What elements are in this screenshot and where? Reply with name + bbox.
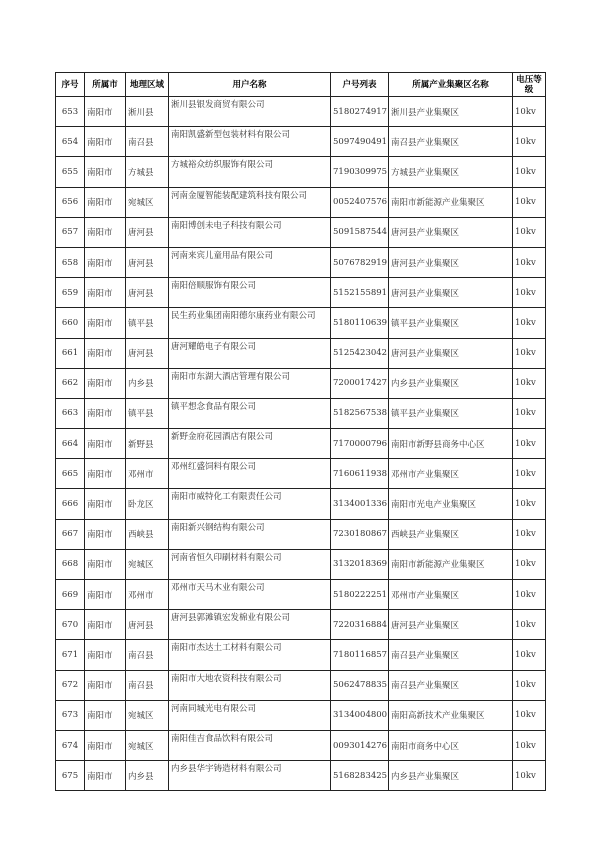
row-cluster: 唐河县产业集聚区 [389, 610, 513, 640]
row-user-name: 镇平想念食品有限公司 [169, 398, 331, 428]
row-index: 663 [56, 398, 85, 428]
row-account: 7190309975 [331, 157, 389, 187]
row-cluster: 唐河县产业集聚区 [389, 247, 513, 277]
row-user-name: 河南省恒久印刷材料有限公司 [169, 549, 331, 579]
table-row [56, 640, 546, 670]
row-city: 南阳市 [85, 730, 126, 760]
row-city: 南阳市 [85, 761, 126, 791]
row-region: 唐河县 [126, 338, 169, 368]
row-account: 7160611938 [331, 459, 389, 489]
row-region: 西峡县 [126, 519, 169, 549]
header-index: 序号 [56, 73, 85, 97]
row-city: 南阳市 [85, 700, 126, 730]
row-account: 7170000796 [331, 429, 389, 459]
row-region: 宛城区 [126, 730, 169, 760]
row-cluster: 南阳市新野县商务中心区 [389, 429, 513, 459]
row-user-name: 河南金厦智能装配建筑科技有限公司 [169, 187, 331, 217]
row-voltage: 10kv [513, 549, 546, 579]
row-city: 南阳市 [85, 338, 126, 368]
row-city: 南阳市 [85, 278, 126, 308]
table-row [56, 308, 546, 338]
row-user-name: 邓州市天马木业有限公司 [169, 580, 331, 610]
row-voltage: 10kv [513, 368, 546, 398]
header-cluster: 所属产业集聚区名称 [389, 73, 513, 97]
row-city: 南阳市 [85, 368, 126, 398]
table-row [56, 187, 546, 217]
row-cluster: 南阳市光电产业集聚区 [389, 489, 513, 519]
row-voltage: 10kv [513, 217, 546, 247]
table-row [56, 670, 546, 700]
row-region: 宛城区 [126, 549, 169, 579]
table-row [56, 217, 546, 247]
row-user-name: 南阳凯盛新型包装材料有限公司 [169, 127, 331, 157]
row-voltage: 10kv [513, 308, 546, 338]
row-user-name: 邓州红盛饲料有限公司 [169, 459, 331, 489]
row-account: 5125423042 [331, 338, 389, 368]
row-account: 5152155891 [331, 278, 389, 308]
row-city: 南阳市 [85, 247, 126, 277]
row-cluster: 邓州市产业集聚区 [389, 580, 513, 610]
row-cluster: 唐河县产业集聚区 [389, 338, 513, 368]
row-user-name: 新野金府花园酒店有限公司 [169, 429, 331, 459]
row-region: 南召县 [126, 127, 169, 157]
table-row [56, 247, 546, 277]
table-row [56, 368, 546, 398]
row-city: 南阳市 [85, 429, 126, 459]
row-user-name: 淅川县银发商贸有限公司 [169, 97, 331, 127]
row-index: 654 [56, 127, 85, 157]
row-index: 667 [56, 519, 85, 549]
table-row [56, 580, 546, 610]
row-account: 7220316884 [331, 610, 389, 640]
row-index: 660 [56, 308, 85, 338]
row-region: 方城县 [126, 157, 169, 187]
row-cluster: 南阳市新能源产业集聚区 [389, 549, 513, 579]
row-voltage: 10kv [513, 278, 546, 308]
row-voltage: 10kv [513, 459, 546, 489]
row-city: 南阳市 [85, 217, 126, 247]
row-index: 659 [56, 278, 85, 308]
header-voltage: 电压等级 [513, 73, 546, 97]
row-index: 669 [56, 580, 85, 610]
row-index: 656 [56, 187, 85, 217]
row-cluster: 内乡县产业集聚区 [389, 761, 513, 791]
row-voltage: 10kv [513, 700, 546, 730]
row-voltage: 10kv [513, 97, 546, 127]
row-account: 5180274917 [331, 97, 389, 127]
row-account: 5180110639 [331, 308, 389, 338]
row-user-name: 南阳市杰达土工材料有限公司 [169, 640, 331, 670]
table-row [56, 429, 546, 459]
row-index: 673 [56, 700, 85, 730]
row-account: 5168283425 [331, 761, 389, 791]
row-city: 南阳市 [85, 308, 126, 338]
row-region: 南召县 [126, 640, 169, 670]
table-row [56, 489, 546, 519]
row-index: 657 [56, 217, 85, 247]
row-voltage: 10kv [513, 640, 546, 670]
row-account: 5180222251 [331, 580, 389, 610]
row-city: 南阳市 [85, 97, 126, 127]
row-user-name: 唐河县郭滩镇宏发棉业有限公司 [169, 610, 331, 640]
row-index: 658 [56, 247, 85, 277]
row-index: 665 [56, 459, 85, 489]
row-region: 宛城区 [126, 700, 169, 730]
row-region: 内乡县 [126, 761, 169, 791]
table-row [56, 97, 546, 127]
row-cluster: 内乡县产业集聚区 [389, 368, 513, 398]
row-city: 南阳市 [85, 580, 126, 610]
table-row [56, 157, 546, 187]
row-cluster: 南阳市新能源产业集聚区 [389, 187, 513, 217]
table-row [56, 730, 546, 760]
row-voltage: 10kv [513, 519, 546, 549]
row-index: 671 [56, 640, 85, 670]
row-voltage: 10kv [513, 580, 546, 610]
row-city: 南阳市 [85, 127, 126, 157]
row-account: 5182567538 [331, 398, 389, 428]
row-user-name: 方城裕众纺织服饰有限公司 [169, 157, 331, 187]
row-region: 邓州市 [126, 459, 169, 489]
row-account: 5091587544 [331, 217, 389, 247]
table-row [56, 610, 546, 640]
header-region: 地理区域 [126, 73, 169, 97]
row-user-name: 南阳市东湖大酒店管理有限公司 [169, 368, 331, 398]
row-voltage: 10kv [513, 670, 546, 700]
row-cluster: 西峡县产业集聚区 [389, 519, 513, 549]
row-account: 3134001336 [331, 489, 389, 519]
table-row [56, 127, 546, 157]
row-region: 新野县 [126, 429, 169, 459]
row-index: 653 [56, 97, 85, 127]
row-region: 唐河县 [126, 247, 169, 277]
table-row [56, 519, 546, 549]
row-voltage: 10kv [513, 338, 546, 368]
table-row [56, 700, 546, 730]
row-account: 5062478835 [331, 670, 389, 700]
row-voltage: 10kv [513, 187, 546, 217]
row-user-name: 内乡县华宇铸造材料有限公司 [169, 761, 331, 791]
row-cluster: 邓州市产业集聚区 [389, 459, 513, 489]
row-city: 南阳市 [85, 157, 126, 187]
row-index: 675 [56, 761, 85, 791]
row-index: 670 [56, 610, 85, 640]
row-city: 南阳市 [85, 640, 126, 670]
row-voltage: 10kv [513, 247, 546, 277]
row-cluster: 唐河县产业集聚区 [389, 278, 513, 308]
table-row [56, 398, 546, 428]
row-city: 南阳市 [85, 489, 126, 519]
row-region: 卧龙区 [126, 489, 169, 519]
row-voltage: 10kv [513, 127, 546, 157]
header-row [56, 73, 546, 97]
row-city: 南阳市 [85, 519, 126, 549]
row-voltage: 10kv [513, 429, 546, 459]
row-index: 672 [56, 670, 85, 700]
row-user-name: 民生药业集团南阳德尔康药业有限公司 [169, 308, 331, 338]
table-row [56, 338, 546, 368]
row-region: 镇平县 [126, 308, 169, 338]
header-city: 所属市 [85, 73, 126, 97]
row-region: 内乡县 [126, 368, 169, 398]
row-index: 661 [56, 338, 85, 368]
table-row [56, 459, 546, 489]
row-region: 淅川县 [126, 97, 169, 127]
row-region: 唐河县 [126, 610, 169, 640]
row-index: 655 [56, 157, 85, 187]
enterprise-table [55, 72, 546, 791]
row-user-name: 河南同城光电有限公司 [169, 700, 331, 730]
row-user-name: 南阳市威特化工有限责任公司 [169, 489, 331, 519]
row-cluster: 南召县产业集聚区 [389, 127, 513, 157]
row-user-name: 南阳市大地农资科技有限公司 [169, 670, 331, 700]
row-voltage: 10kv [513, 761, 546, 791]
header-account: 户号列表 [331, 73, 389, 97]
row-city: 南阳市 [85, 670, 126, 700]
row-region: 镇平县 [126, 398, 169, 428]
row-region: 南召县 [126, 670, 169, 700]
row-account: 3134004800 [331, 700, 389, 730]
row-voltage: 10kv [513, 610, 546, 640]
row-voltage: 10kv [513, 730, 546, 760]
row-index: 668 [56, 549, 85, 579]
row-user-name: 河南来宾儿童用品有限公司 [169, 247, 331, 277]
row-cluster: 镇平县产业集聚区 [389, 308, 513, 338]
row-region: 唐河县 [126, 278, 169, 308]
row-account: 7200017427 [331, 368, 389, 398]
row-index: 662 [56, 368, 85, 398]
row-account: 5097490491 [331, 127, 389, 157]
row-cluster: 唐河县产业集聚区 [389, 217, 513, 247]
row-user-name: 南阳佳吉食品饮料有限公司 [169, 730, 331, 760]
row-user-name: 南阳倍顺服饰有限公司 [169, 278, 331, 308]
row-city: 南阳市 [85, 459, 126, 489]
row-account: 7230180867 [331, 519, 389, 549]
row-index: 666 [56, 489, 85, 519]
row-account: 0093014276 [331, 730, 389, 760]
table-row [56, 278, 546, 308]
row-index: 664 [56, 429, 85, 459]
row-voltage: 10kv [513, 398, 546, 428]
row-user-name: 唐河耀皓电子有限公司 [169, 338, 331, 368]
row-index: 674 [56, 730, 85, 760]
row-city: 南阳市 [85, 187, 126, 217]
row-cluster: 镇平县产业集聚区 [389, 398, 513, 428]
row-account: 3132018369 [331, 549, 389, 579]
row-cluster: 南召县产业集聚区 [389, 670, 513, 700]
row-cluster: 南阳市商务中心区 [389, 730, 513, 760]
table-row [56, 761, 546, 791]
row-cluster: 南阳高新技术产业集聚区 [389, 700, 513, 730]
row-account: 5076782919 [331, 247, 389, 277]
row-account: 0052407576 [331, 187, 389, 217]
row-user-name: 南阳博创未电子科技有限公司 [169, 217, 331, 247]
row-account: 7180116857 [331, 640, 389, 670]
row-region: 唐河县 [126, 217, 169, 247]
row-cluster: 淅川县产业集聚区 [389, 97, 513, 127]
row-region: 宛城区 [126, 187, 169, 217]
header-user-name: 用户名称 [169, 73, 331, 97]
row-region: 邓州市 [126, 580, 169, 610]
row-city: 南阳市 [85, 549, 126, 579]
row-voltage: 10kv [513, 157, 546, 187]
row-cluster: 方城县产业集聚区 [389, 157, 513, 187]
row-voltage: 10kv [513, 489, 546, 519]
row-cluster: 南召县产业集聚区 [389, 640, 513, 670]
row-city: 南阳市 [85, 610, 126, 640]
row-city: 南阳市 [85, 398, 126, 428]
table-row [56, 549, 546, 579]
row-user-name: 南阳新兴钢结构有限公司 [169, 519, 331, 549]
